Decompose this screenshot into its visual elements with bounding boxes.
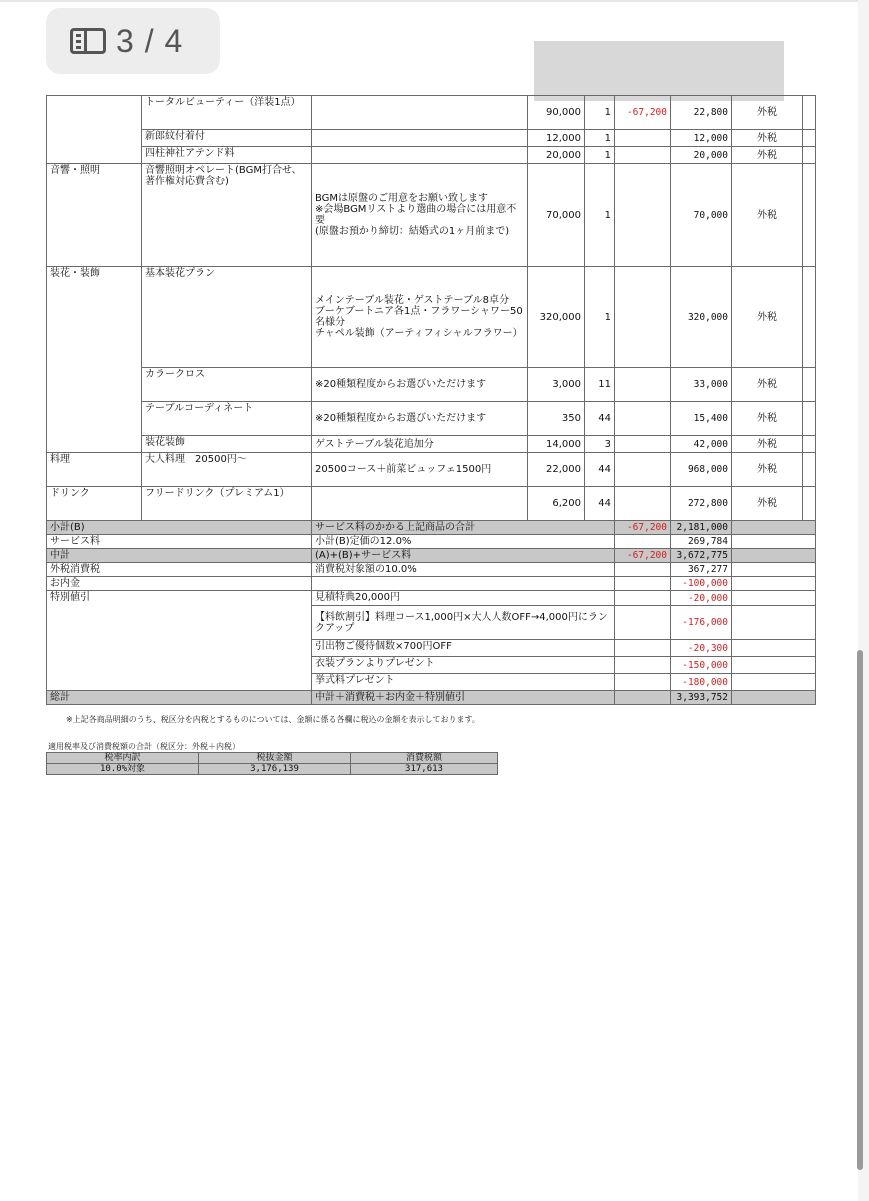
unit-price: 20,000 bbox=[528, 147, 585, 164]
table-row bbox=[47, 164, 816, 267]
quantity: 1 bbox=[585, 267, 615, 368]
discount bbox=[615, 436, 671, 453]
item-description: ※20種類程度からお選びいただけます bbox=[312, 402, 528, 436]
summary-description: (A)+(B)+サービス料 bbox=[312, 549, 615, 563]
table-row bbox=[47, 453, 816, 487]
amount: 22,800 bbox=[671, 96, 732, 130]
item-name: 新郎紋付着付 bbox=[142, 130, 312, 147]
quantity: 3 bbox=[585, 436, 615, 453]
table-row bbox=[47, 267, 816, 368]
tax-type: 外税 bbox=[732, 96, 803, 130]
quantity: 44 bbox=[585, 487, 615, 521]
special-discount-description: 挙式料プレゼント bbox=[312, 674, 615, 691]
special-discount-amount: -180,000 bbox=[671, 674, 732, 691]
unit-price: 6,200 bbox=[528, 487, 585, 521]
discount bbox=[615, 368, 671, 402]
item-name: カラークロス bbox=[142, 368, 312, 402]
discount bbox=[615, 147, 671, 164]
category-cell: 装花・装飾 bbox=[47, 267, 142, 453]
quantity: 11 bbox=[585, 368, 615, 402]
top-divider bbox=[0, 0, 858, 2]
tax-summary-title: 適用税率及び消費税額の合計（税区分：外税＋内税） bbox=[48, 742, 240, 751]
summary-row bbox=[47, 535, 816, 549]
special-discount-amount: -20,300 bbox=[671, 640, 732, 657]
unit-price: 320,000 bbox=[528, 267, 585, 368]
item-name: トータルビューティー（洋装1点） bbox=[142, 96, 312, 130]
summary-discount: -67,200 bbox=[615, 549, 671, 563]
item-name: フリードリンク（プレミアム1） bbox=[142, 487, 312, 521]
summary-amount: 2,181,000 bbox=[671, 521, 732, 535]
special-discount-amount: -20,000 bbox=[671, 591, 732, 606]
quantity: 1 bbox=[585, 164, 615, 267]
vertical-scrollbar[interactable] bbox=[857, 650, 863, 1170]
amount: 12,000 bbox=[671, 130, 732, 147]
summary-discount bbox=[615, 563, 671, 577]
summary-discount bbox=[615, 535, 671, 549]
category-cell: 音響・照明 bbox=[47, 164, 142, 267]
item-name: 基本装花プラン bbox=[142, 267, 312, 368]
summary-label: 外税消費税 bbox=[47, 563, 312, 577]
unit-price: 350 bbox=[528, 402, 585, 436]
special-discount-row bbox=[47, 591, 816, 606]
summary-description: サービス料のかかる上記商品の合計 bbox=[312, 521, 615, 535]
item-description bbox=[312, 487, 528, 521]
table-row bbox=[47, 402, 816, 436]
tax-type: 外税 bbox=[732, 436, 803, 453]
amount: 272,800 bbox=[671, 487, 732, 521]
summary-label: 小計(B) bbox=[47, 521, 312, 535]
item-description: ゲストテーブル装花追加分 bbox=[312, 436, 528, 453]
unit-price: 14,000 bbox=[528, 436, 585, 453]
item-name: 大人料理 20500円～ bbox=[142, 453, 312, 487]
unit-price: 12,000 bbox=[528, 130, 585, 147]
item-description: 20500コース＋前菜ビュッフェ1500円 bbox=[312, 453, 528, 487]
tax-summary-row bbox=[47, 764, 498, 775]
item-description: ※20種類程度からお選びいただけます bbox=[312, 368, 528, 402]
special-discount-description: 引出物ご優待個数×700円OFF bbox=[312, 640, 615, 657]
tax-header-rate: 税率内訳 bbox=[47, 753, 199, 764]
unit-price: 3,000 bbox=[528, 368, 585, 402]
item-name: 装花装飾 bbox=[142, 436, 312, 453]
table-row bbox=[47, 368, 816, 402]
unit-price: 70,000 bbox=[528, 164, 585, 267]
discount bbox=[615, 164, 671, 267]
quantity: 1 bbox=[585, 96, 615, 130]
summary-description: 小計(B)定価の12.0% bbox=[312, 535, 615, 549]
amount: 20,000 bbox=[671, 147, 732, 164]
amount: 15,400 bbox=[671, 402, 732, 436]
quantity: 44 bbox=[585, 402, 615, 436]
amount: 320,000 bbox=[671, 267, 732, 368]
tax-type: 外税 bbox=[732, 487, 803, 521]
summary-amount: 367,277 bbox=[671, 563, 732, 577]
tax-header-pretax: 税抜金額 bbox=[199, 753, 351, 764]
table-row bbox=[47, 147, 816, 164]
amount: 33,000 bbox=[671, 368, 732, 402]
discount: -67,200 bbox=[615, 96, 671, 130]
summary-discount bbox=[615, 577, 671, 591]
redacted-area bbox=[534, 41, 784, 101]
quantity: 1 bbox=[585, 130, 615, 147]
summary-amount: 3,672,775 bbox=[671, 549, 732, 563]
item-description: BGMは原盤のご用意をお願い致します ※会場BGMリストより選曲の場合には用意不要 (原盤お預かり締切：結婚式の1ヶ月前まで) bbox=[312, 164, 528, 267]
summary-label: サービス料 bbox=[47, 535, 312, 549]
unit-price: 90,000 bbox=[528, 96, 585, 130]
amount: 70,000 bbox=[671, 164, 732, 267]
quantity: 1 bbox=[585, 147, 615, 164]
tax-note: ※上記各商品明細のうち、税区分を内税とするものについては、金額に係る各欄に税込の金額を表示しております。 bbox=[66, 715, 480, 724]
total-row bbox=[47, 691, 816, 705]
quantity: 44 bbox=[585, 453, 615, 487]
summary-discount: -67,200 bbox=[615, 521, 671, 535]
discount bbox=[615, 402, 671, 436]
summary-row bbox=[47, 563, 816, 577]
tax-summary-header bbox=[47, 753, 498, 764]
estimate-items-table bbox=[46, 95, 816, 705]
tax-rate: 10.0%対象 bbox=[47, 764, 199, 775]
item-description bbox=[312, 147, 528, 164]
summary-label: 中計 bbox=[47, 549, 312, 563]
tax-type: 外税 bbox=[732, 402, 803, 436]
summary-row bbox=[47, 549, 816, 563]
category-cell bbox=[47, 96, 142, 164]
total-description: 中計＋消費税＋お内金＋特別値引 bbox=[312, 691, 615, 705]
table-row bbox=[47, 487, 816, 521]
special-discount-amount: -150,000 bbox=[671, 657, 732, 674]
tax-type: 外税 bbox=[732, 368, 803, 402]
item-description bbox=[312, 96, 528, 130]
tax-type: 外税 bbox=[732, 453, 803, 487]
page-number: 3 / 4 bbox=[116, 22, 184, 59]
item-description bbox=[312, 130, 528, 147]
summary-row bbox=[47, 521, 816, 535]
discount bbox=[615, 130, 671, 147]
special-discount-amount: -176,000 bbox=[671, 606, 732, 640]
total-label: 総計 bbox=[47, 691, 312, 705]
tax-type: 外税 bbox=[732, 130, 803, 147]
summary-row bbox=[47, 577, 816, 591]
special-discount-description: 衣装プランよりプレゼント bbox=[312, 657, 615, 674]
tax-type: 外税 bbox=[732, 147, 803, 164]
table-row bbox=[47, 130, 816, 147]
amount: 968,000 bbox=[671, 453, 732, 487]
item-description: メインテーブル装花・ゲストテーブル8卓分 ブーケブートニア各1点・フラワーシャワー50名様分 チャペル装飾（アーティフィシャルフラワー） bbox=[312, 267, 528, 368]
summary-description bbox=[312, 577, 615, 591]
table-row bbox=[47, 96, 816, 130]
summary-label: お内金 bbox=[47, 577, 312, 591]
table-row bbox=[47, 436, 816, 453]
discount bbox=[615, 267, 671, 368]
item-name: テーブルコーディネート bbox=[142, 402, 312, 436]
tax-header-tax: 消費税額 bbox=[351, 753, 498, 764]
tax-type: 外税 bbox=[732, 164, 803, 267]
amount: 42,000 bbox=[671, 436, 732, 453]
tax-summary-table bbox=[46, 752, 498, 775]
special-discount-label: 特別値引 bbox=[47, 591, 312, 691]
tax-pretax-amount: 3,176,139 bbox=[199, 764, 351, 775]
total-amount: 3,393,752 bbox=[671, 691, 732, 705]
page-indicator[interactable] bbox=[46, 8, 220, 74]
tax-type: 外税 bbox=[732, 267, 803, 368]
tax-amount: 317,613 bbox=[351, 764, 498, 775]
special-discount-description: 見積特典20,000円 bbox=[312, 591, 615, 606]
item-name: 四柱神社アテンド料 bbox=[142, 147, 312, 164]
discount bbox=[615, 453, 671, 487]
category-cell: 料理 bbox=[47, 453, 142, 487]
summary-amount: -100,000 bbox=[671, 577, 732, 591]
item-name: 音響照明オペレート(BGM打合せ、著作権対応費含む) bbox=[142, 164, 312, 267]
summary-description: 消費税対象額の10.0% bbox=[312, 563, 615, 577]
summary-amount: 269,784 bbox=[671, 535, 732, 549]
unit-price: 22,000 bbox=[528, 453, 585, 487]
page-list-icon bbox=[70, 28, 106, 54]
discount bbox=[615, 487, 671, 521]
special-discount-description: 【料飲割引】料理コース1,000円×大人人数OFF→4,000円にランクアップ bbox=[312, 606, 615, 640]
category-cell: ドリンク bbox=[47, 487, 142, 521]
